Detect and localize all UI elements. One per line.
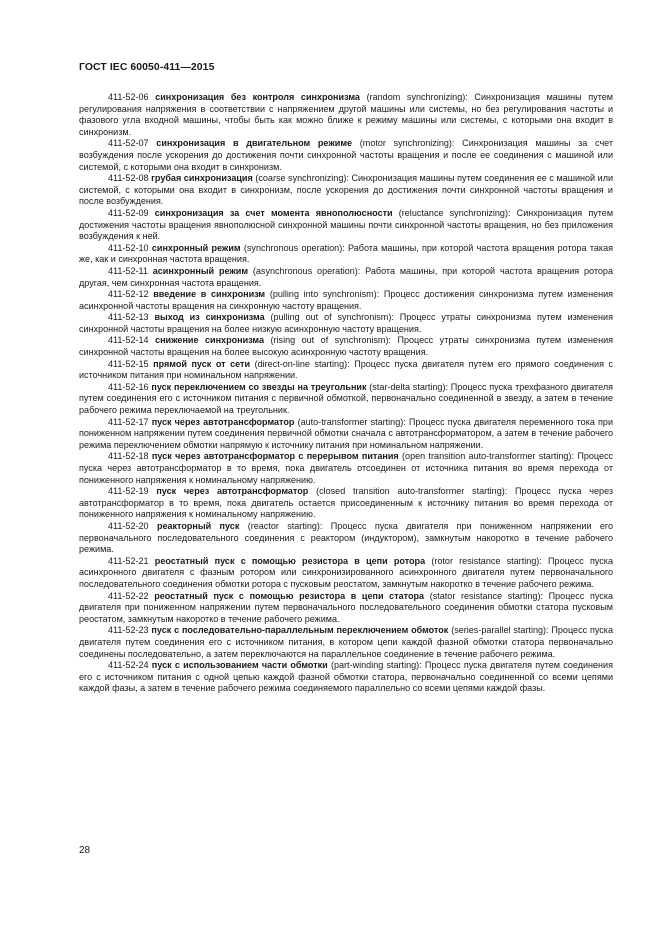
standard-header: ГОСТ IEC 60050-411—2015 [79, 62, 215, 73]
term-name: снижение синхронизма [155, 335, 265, 346]
term-definition: Синхронизация машины путем соединения ее с машиной или системой, с которыми она входит в синхронизм, после ускорения до достижения почти синхронной частоты вращения и после возбуждения. [79, 173, 614, 207]
term-entry [79, 289, 613, 312]
term-entry [79, 556, 613, 591]
term-number: 411-52-07 [108, 138, 149, 149]
term-definition: Процесс пуска двигателя переменного тока при пониженном напряжении путем соединения первичной обмотки сначала с автотрансформатором, а затем в течение рабочего режима переключением обмотки напрямую к источнику питания при номинальном напряжении. [79, 416, 614, 450]
term-definition: Процесс пуска трехфазного двигателя путем соединения его с источником питания с первичной обмоткой, первоначально соединенной в звезду, а затем в течение рабочего режима переключаемой на треугольник. [79, 381, 614, 416]
term-name: прямой пуск от сети [153, 358, 251, 369]
term-name: пуск через автотрансформатор [156, 486, 309, 497]
term-definition: Процесс достижения синхронизма путем изменения асинхронной частоты вращения на синхронную частоту вращения. [79, 289, 614, 311]
term-english-equivalent: (motor synchronizing): [359, 138, 455, 149]
term-number: 411-52-15 [108, 358, 149, 369]
term-english-equivalent: (asynchronous operation): [252, 265, 361, 276]
term-entry [79, 591, 613, 626]
term-name: грубая синхронизация [151, 173, 253, 184]
term-name: реакторный пуск [156, 520, 240, 531]
term-name: асинхронный режим [152, 265, 249, 276]
term-name: реостатный пуск с помощью резистора в цепи статора [154, 590, 425, 601]
term-definition: Процесс пуска двигателя путем соединения его с источником питания с одной цепью каждой фазной обмотки статора, первоначально соединенной со всеми цепями каждой фазы, а затем в течение рабочего режима соединяемого параллельно со всеми цепями каждой фазы. [79, 660, 614, 694]
term-number: 411-52-09 [108, 207, 149, 218]
term-english-equivalent: (reactor starting): [247, 520, 323, 531]
term-english-equivalent: (coarse synchronizing): [255, 173, 349, 184]
term-definition: Процесс пуска асинхронного двигателя с фазным ротором или синхронизированного асинхронного двигателя путем первоначального последовательного соединения обмотки ротора с пусковым реостатом, замкнутым накоротко в течение рабочего режима. [79, 555, 613, 589]
term-name: реостатный пуск с помощью резистора в цепи ротора [154, 555, 426, 566]
term-name: синхронизация в двигательном режиме [156, 138, 353, 149]
term-number: 411-52-08 [108, 173, 149, 184]
term-entry [79, 382, 613, 417]
term-list [79, 92, 613, 695]
term-definition: Процесс утраты синхронизма путем изменения синхронной частоты вращения на более низкую асинхронную частоту вращения. [79, 312, 614, 334]
term-definition: Процесс утраты синхронизма путем изменения синхронной частоты вращения на более высокую асинхронную частоту вращения. [79, 335, 614, 358]
term-name: выход из синхронизма [154, 312, 265, 323]
term-english-equivalent: (reluctance synchronizing): [398, 207, 511, 218]
term-definition: Процесс пуска двигателя путем его прямого соединения с источником питания при номинальном напряжении. [79, 358, 614, 381]
term-number: 411-52-22 [108, 590, 149, 601]
term-english-equivalent: (open transition auto-transformer starting): [402, 451, 574, 462]
term-entry [79, 335, 613, 358]
term-definition: Процесс пуска двигателя при пониженном напряжении его первоначального последовательного соединения с реактором (индуктором), замкнутым накоротко в течение рабочего режима. [79, 520, 614, 555]
term-name: пуск переключением со звезды на треугольник [151, 381, 367, 392]
term-name: введение в синхронизм [153, 289, 266, 300]
term-definition: Процесс пуска через автотрансформатор в то время, пока двигатель остается присоединенным к источнику питания во время перехода от пониженного напряжения к номинальному напряжению. [79, 486, 614, 520]
term-number: 411-52-14 [108, 335, 149, 346]
term-name: синхронный режим [151, 242, 241, 253]
term-entry [79, 625, 613, 660]
term-number: 411-52-24 [108, 660, 149, 671]
term-number: 411-52-18 [108, 451, 149, 462]
term-entry [79, 521, 613, 556]
term-entry [79, 417, 613, 452]
term-name: пуск с последовательно-параллельным переключением обмоток [151, 625, 449, 636]
term-entry [79, 173, 613, 208]
term-definition: Процесс пуска двигателя при пониженном напряжении путем первоначального последовательного соединения обмотки статора пусковым реостатом, замкнутым накоротко в течение рабочего режима. [79, 590, 614, 624]
term-english-equivalent: (series-parallel starting): [451, 625, 549, 636]
term-english-equivalent: (random synchronizing): [366, 92, 468, 102]
term-entry [79, 451, 613, 486]
term-number: 411-52-13 [108, 312, 149, 323]
term-english-equivalent: (part-winding starting): [330, 660, 422, 671]
term-english-equivalent: (closed transition auto-transformer starting): [316, 486, 508, 497]
term-definition: Работа машины, при которой частота вращения ротора другая, чем синхронная частота вращения. [79, 265, 613, 288]
term-english-equivalent: (pulling out of synchronism): [270, 312, 394, 323]
term-english-equivalent: (stator resistance starting): [429, 590, 543, 601]
term-number: 411-52-10 [108, 242, 149, 253]
term-entry [79, 359, 613, 382]
term-name: синхронизация за счет момента явнополюсности [154, 207, 393, 218]
term-number: 411-52-11 [108, 265, 148, 276]
term-definition: Процесс пуска через автотрансформатор в то время, пока двигатель отсоединен от источника питания во время перехода от пониженного напряжения к номинальному напряжению. [79, 451, 614, 485]
term-english-equivalent: (synchronous operation): [243, 242, 345, 253]
term-entry [79, 243, 613, 266]
term-definition: Синхронизация путем достижения частоты вращения явнополюсной синхронной машины почти синхронной частоты вращения, но без приложения возбуждения к ней. [79, 207, 614, 242]
term-number: 411-52-21 [108, 555, 149, 566]
term-definition: Синхронизация машины путем регулирования напряжения в соответствии с напряжением другой машины или системы, но без регулирования частоты и фазового угла входной машины, чтобы быть как можно ближе к режиму машины или системы, с которыми она входит в синхронизм. [79, 92, 613, 137]
term-number: 411-52-16 [108, 381, 149, 392]
term-name: пуск через автотрансформатор [151, 416, 295, 427]
term-english-equivalent: (pulling into synchronism): [269, 289, 380, 300]
term-number: 411-52-12 [108, 289, 149, 300]
term-name: синхронизация без контроля синхронизма [155, 92, 360, 102]
term-english-equivalent: (star-delta starting): [369, 381, 448, 392]
term-name: пуск с использованием части обмотки [151, 660, 328, 671]
term-number: 411-52-17 [108, 416, 149, 427]
term-english-equivalent: (rotor resistance starting): [431, 555, 542, 566]
term-english-equivalent: (direct-on-line starting): [254, 358, 350, 369]
term-entry [79, 138, 613, 173]
term-english-equivalent: (auto-transformer starting): [297, 416, 406, 427]
page-number: 28 [79, 845, 91, 856]
term-entry [79, 660, 613, 695]
term-entry [79, 208, 613, 243]
term-entry [79, 312, 613, 335]
term-definition: Процесс пуска двигателя путем соединения его с источником питания, в котором цепи каждой фазной обмотки статора первоначально соединены последовательно, а затем переключаются на параллельное соединение в течение рабочего режима. [79, 625, 613, 659]
term-number: 411-52-06 [108, 92, 149, 102]
term-english-equivalent: (rising out of synchronism): [270, 335, 391, 346]
term-number: 411-52-19 [108, 486, 149, 497]
term-entry [79, 486, 613, 521]
term-number: 411-52-23 [108, 625, 149, 636]
term-definition: Работа машины, при которой частота вращения ротора такая же, как и синхронная частота вращения. [79, 242, 614, 265]
term-name: пуск через автотрансформатор с перерывом питания [151, 451, 399, 462]
term-definition: Синхронизация машины за счет возбуждения после ускорения до достижения почти синхронной частоты вращения и после ее соединения с машиной или системой, с которыми она входит в синхронизм. [79, 138, 614, 172]
term-entry [79, 266, 613, 289]
term-entry [79, 92, 613, 138]
term-number: 411-52-20 [108, 520, 149, 531]
